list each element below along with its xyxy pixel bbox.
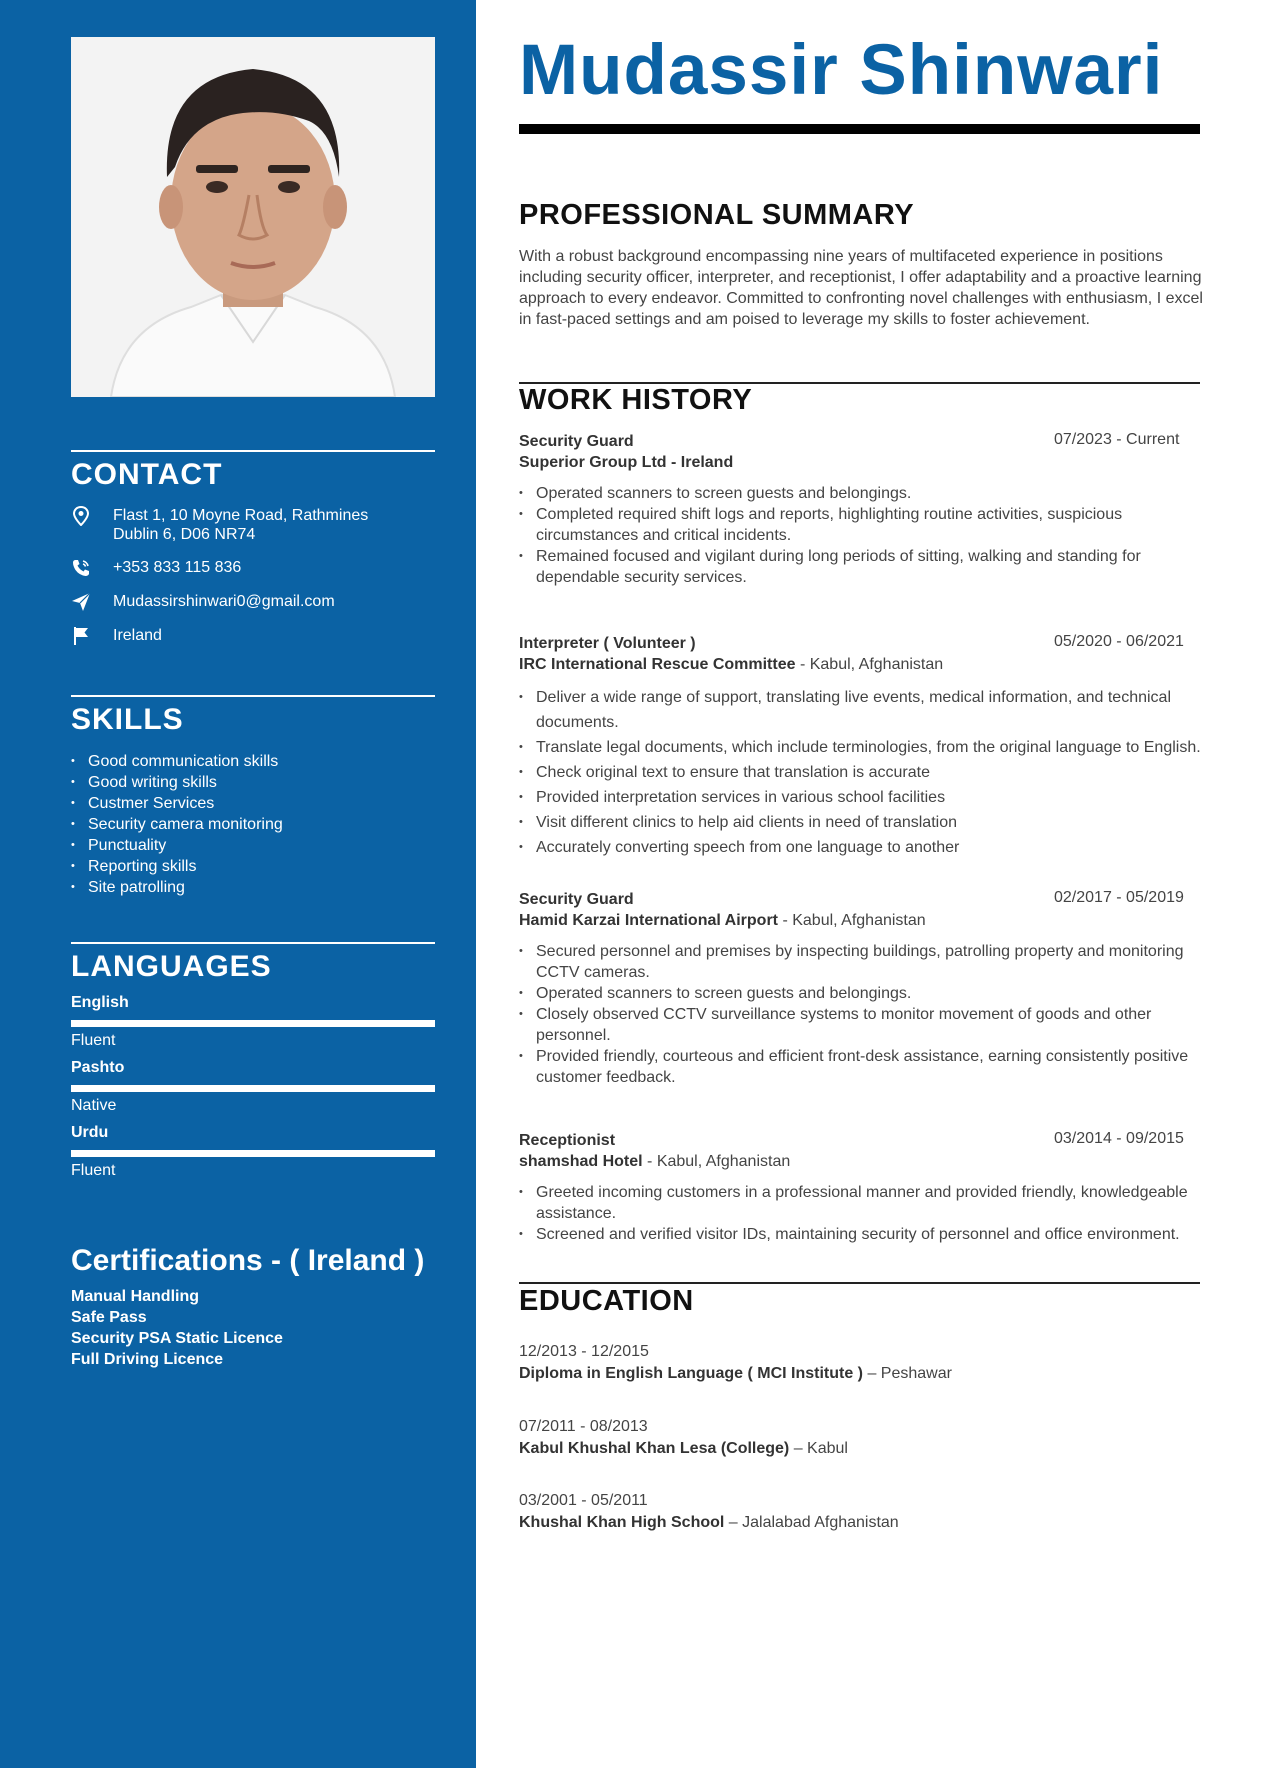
education-place: – Jalalabad Afghanistan [724, 1514, 899, 1531]
job-bullet: • Operated scanners to screen guests and belongings. [519, 483, 1209, 504]
education-place: – Kabul [789, 1440, 848, 1457]
certification-item: Manual Handling [71, 1288, 199, 1305]
language-item-urdu [71, 1124, 435, 1180]
name-underline [519, 124, 1200, 134]
job-dates: 03/2014 - 09/2015 [1054, 1130, 1184, 1147]
work-history-heading: WORK HISTORY [519, 384, 753, 416]
contact-country-value: Ireland [113, 627, 162, 644]
skill-item: • Good writing skills [71, 772, 435, 793]
job-location: - Kabul, Afghanistan [778, 912, 926, 929]
education-school-line [519, 1438, 848, 1460]
job-company-name: IRC International Rescue Committee [519, 656, 796, 673]
certification-item: Full Driving Licence [71, 1351, 224, 1368]
job-company [519, 910, 1249, 931]
summary-text: With a robust background encompassing nine years of multifaceted experience in positions including security officer, interpreter, and receptionist, I offer adaptability and a proactive learning approach to every endeavor. Committed to confronting novel challenges with enthusiasm, I excel in fast-paced settings and am poised to leverage my skills to foster achievement. [519, 248, 1203, 328]
job-entry [519, 633, 1249, 860]
job-entry [519, 889, 1249, 1088]
job-bullet: • Greeted incoming customers in a professional manner and provided friendly, knowledgeable assistance. [519, 1182, 1209, 1224]
job-bullet: • Translate legal documents, which include terminologies, from the original language to English. [519, 735, 1249, 760]
job-title: Interpreter ( Volunteer ) [519, 635, 696, 652]
contact-phone [71, 558, 435, 578]
job-bullet: • Check original text to ensure that translation is accurate [519, 760, 1249, 785]
job-dates: 02/2017 - 05/2019 [1054, 889, 1184, 906]
job-entry [519, 431, 1249, 588]
job-company [519, 654, 1249, 675]
contact-heading: CONTACT [71, 458, 223, 491]
certification-item: Safe Pass [71, 1309, 147, 1326]
job-bullet: • Provided interpretation services in various school facilities [519, 785, 1249, 810]
education-dates: 03/2001 - 05/2011 [519, 1492, 648, 1509]
education-entry [519, 1416, 848, 1460]
job-bullet: • Remained focused and vigilant during long periods of sitting, walking and standing for dependable security services. [519, 546, 1209, 588]
language-name: Pashto [71, 1059, 125, 1076]
job-entry [519, 1130, 1249, 1245]
candidate-name: Mudassir Shinwari [519, 31, 1164, 110]
language-name: Urdu [71, 1124, 109, 1141]
language-level: Fluent [71, 1032, 116, 1049]
skill-item: • Security camera monitoring [71, 814, 435, 835]
language-item-pashto [71, 1059, 435, 1115]
summary-heading: PROFESSIONAL SUMMARY [519, 199, 915, 231]
job-bullet: • Screened and verified visitor IDs, maintaining security of personnel and office environment. [519, 1224, 1209, 1245]
languages-section [71, 942, 435, 1180]
job-company [519, 1151, 1249, 1172]
skill-item: • Site patrolling [71, 877, 435, 898]
certifications-list [71, 1286, 435, 1370]
flag-icon [71, 626, 91, 646]
job-company-name: shamshad Hotel [519, 1153, 643, 1170]
contact-address [71, 506, 435, 544]
job-bullet: • Deliver a wide range of support, translating live events, medical information, and technical documents. [519, 685, 1249, 735]
job-location: - Kabul, Afghanistan [795, 656, 944, 673]
job-location: - Kabul, Afghanistan [642, 1153, 791, 1170]
send-icon [71, 592, 91, 612]
job-bullets [519, 483, 1209, 588]
education-school: Khushal Khan High School [519, 1514, 725, 1531]
language-level: Native [71, 1097, 117, 1114]
contact-email-value[interactable]: Mudassirshinwari0@gmail.com [113, 593, 335, 610]
certifications-section [71, 1244, 435, 1370]
education-school-line [519, 1363, 952, 1385]
language-proficiency-bar [71, 1020, 435, 1027]
job-bullet: • Visit different clinics to help aid clients in need of translation [519, 810, 1249, 835]
education-entry [519, 1490, 899, 1534]
job-bullet: • Secured personnel and premises by inspecting buildings, patrolling property and monitoring CCTV cameras. [519, 941, 1209, 983]
contact-country [71, 626, 435, 646]
language-proficiency-bar [71, 1085, 435, 1092]
education-dates: 07/2011 - 08/2013 [519, 1418, 648, 1435]
certification-item: Security PSA Static Licence [71, 1330, 283, 1347]
job-bullet: • Closely observed CCTV surveillance systems to monitor movement of goods and other personnel. [519, 1004, 1209, 1046]
job-bullets [519, 1182, 1209, 1245]
contact-email[interactable] [71, 592, 435, 612]
education-school-line [519, 1512, 899, 1534]
profile-photo [71, 37, 435, 397]
contact-address-line2: Dublin 6, D06 NR74 [113, 526, 256, 543]
job-bullet: • Operated scanners to screen guests and belongings. [519, 983, 1209, 1004]
skills-list [71, 751, 435, 898]
job-title: Security Guard [519, 891, 634, 908]
job-bullets [519, 685, 1249, 860]
certifications-heading: Certifications - ( Ireland ) [71, 1244, 425, 1277]
job-company-name: Superior Group Ltd - Ireland [519, 454, 734, 471]
skill-item: • Punctuality [71, 835, 435, 856]
job-company [519, 452, 1249, 473]
language-level: Fluent [71, 1162, 116, 1179]
location-pin-icon [71, 506, 91, 526]
contact-divider [71, 450, 435, 452]
education-school: Diploma in English Language ( MCI Institute ) [519, 1365, 863, 1382]
skill-item: • Reporting skills [71, 856, 435, 877]
job-bullets [519, 941, 1209, 1088]
job-dates: 07/2023 - Current [1054, 431, 1180, 448]
profile-photo-image [71, 37, 435, 397]
language-item-english [71, 994, 435, 1050]
language-name: English [71, 994, 129, 1011]
education-entry [519, 1341, 952, 1385]
skills-heading: SKILLS [71, 703, 184, 736]
job-title: Security Guard [519, 433, 634, 450]
job-bullet: • Completed required shift logs and reports, highlighting routine activities, suspicious circumstances and critical incidents. [519, 504, 1209, 546]
phone-icon [71, 558, 91, 578]
skill-item: • Good communication skills [71, 751, 435, 772]
contact-phone-value: +353 833 115 836 [113, 559, 242, 576]
skills-section [71, 695, 435, 898]
job-bullet: • Accurately converting speech from one language to another [519, 835, 1249, 860]
languages-heading: LANGUAGES [71, 950, 272, 983]
job-dates: 05/2020 - 06/2021 [1054, 633, 1184, 650]
job-bullet: • Provided friendly, courteous and efficient front-desk assistance, earning consistently positive customer feedback. [519, 1046, 1209, 1088]
job-company-name: Hamid Karzai International Airport [519, 912, 778, 929]
education-place: – Peshawar [863, 1365, 952, 1382]
education-heading: EDUCATION [519, 1285, 694, 1317]
contact-section [71, 450, 435, 646]
education-dates: 12/2013 - 12/2015 [519, 1343, 649, 1360]
job-title: Receptionist [519, 1132, 616, 1149]
education-school: Kabul Khushal Khan Lesa (College) [519, 1440, 790, 1457]
sidebar [0, 0, 476, 1768]
language-proficiency-bar [71, 1150, 435, 1157]
skills-divider [71, 695, 435, 697]
languages-divider [71, 942, 435, 944]
contact-address-line1: Flast 1, 10 Moyne Road, Rathmines [113, 507, 369, 524]
skill-item: • Custmer Services [71, 793, 435, 814]
education-divider [519, 1282, 1200, 1284]
